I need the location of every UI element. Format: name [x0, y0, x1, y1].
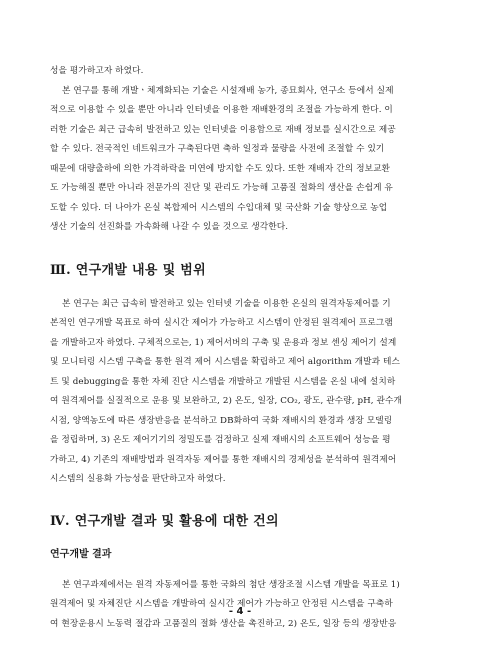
- text-line: 원격제어 및 자체진단 시스템을 개발하여 실시간 제어가 가능하고 안정된 시스템을 구축하: [50, 599, 393, 609]
- text-line: 여 현장운용시 노동력 절감과 고품질의 절화 생산을 촉진하고, 2) 온도, 일장 등의 생장반응: [50, 618, 397, 629]
- text-line: 시점, 양액농도에 따른 생장반응을 분석하고 DB화하여 국화 재배시의 환경과 생장 모델링: [50, 415, 393, 426]
- text-line: 도할 수 있다. 더 나아가 온실 복합제어 시스템의 수입대체 및 국산화 기술 향상으로 농업: [50, 202, 388, 213]
- section-4-paragraph: [50, 576, 422, 635]
- section-3-paragraph: [50, 295, 422, 490]
- section-3-heading: Ⅲ. 연구개발 내용 및 범위: [50, 262, 206, 278]
- text-line: 및 모니터링 시스템 구축을 통한 원격 제어 시스템을 확립하고 제어 algorithm 개발과 테스: [50, 357, 400, 367]
- text-line: 시스템의 실용화 가능성을 판단하고자 하였다.: [50, 474, 226, 484]
- text-line: 가하고, 4) 기존의 재배방법과 원격자동 제어를 통한 재배시의 경제성을 분석하여 원격제어: [50, 454, 397, 465]
- text-line: 본 연구는 최근 급속히 발전하고 있는 인터넷 기술을 이용한 온실의 원격자동제어를 기: [62, 298, 391, 309]
- text-line: 을 정립하며, 3) 온도 제어기기의 정밀도를 검정하고 실제 재배시의 소프트웨어 성능을 평: [50, 435, 391, 445]
- intro-line: 성을 평가하고자 하였다.: [50, 66, 144, 76]
- text-line: 생산 기술의 선진화를 가속화해 나갈 수 있을 것으로 생각한다.: [50, 222, 289, 232]
- page-number: - 4 -: [228, 606, 252, 617]
- section-4-subheading: 연구개발 결과: [50, 548, 112, 560]
- text-line: 본적인 연구개발 목표로 하여 실시간 제어가 가능하고 시스템이 안정된 원격제어 프로그램: [50, 318, 393, 328]
- intro-paragraph: [50, 82, 422, 238]
- text-line: 본 연구를 통해 개발ㆍ체계화되는 기술은 시설재배 농가, 종묘회사, 연구소 등에서 실제: [62, 85, 394, 96]
- intro-continuation: [50, 62, 422, 82]
- text-line: 본 연구과제에서는 원격 자동제어를 통한 국화의 첨단 생장조절 시스템 개발을 목표로 1): [62, 579, 400, 590]
- text-line: 러한 기술은 최근 급속히 발전하고 있는 인터넷을 이용함으로 재배 정보를 실시간으로 제공: [50, 124, 396, 135]
- text-line: 을 개발하고자 하였다. 구체적으로는, 1) 제어서버의 구축 및 운용과 정보 센싱 제어기 설계: [50, 337, 397, 348]
- section-4-heading: Ⅳ. 연구개발 결과 및 활용에 대한 건의: [50, 513, 279, 529]
- text-line: 트 및 debugging을 통한 자체 진단 시스템을 개발하고 개발된 시스템을 온실 내에 설치하: [50, 376, 396, 387]
- text-line: 할 수 있다. 전국적인 네트워크가 구축된다면 축하 일정과 물량을 사전에 조절할 수 있기: [50, 144, 385, 154]
- text-line: 여 원격제어를 실질적으로 운용 및 보완하고, 2) 온도, 일장, CO₂, 광도, 관수량, pH, 관수개: [50, 396, 402, 406]
- text-line: 때문에 대량출하에 의한 가격하락을 미연에 방지할 수도 있다. 또한 재배자 간의 정보교환: [50, 163, 391, 174]
- text-line: 도 가능해질 뿐만 아니라 전문가의 진단 및 관리도 가능해 고품질 절화의 생산을 손쉽게 유: [50, 183, 393, 193]
- text-line: 적으로 이용할 수 있을 뿐만 아니라 인터넷을 이용한 재배환경의 조절을 가능하게 한다. 이: [50, 105, 393, 115]
